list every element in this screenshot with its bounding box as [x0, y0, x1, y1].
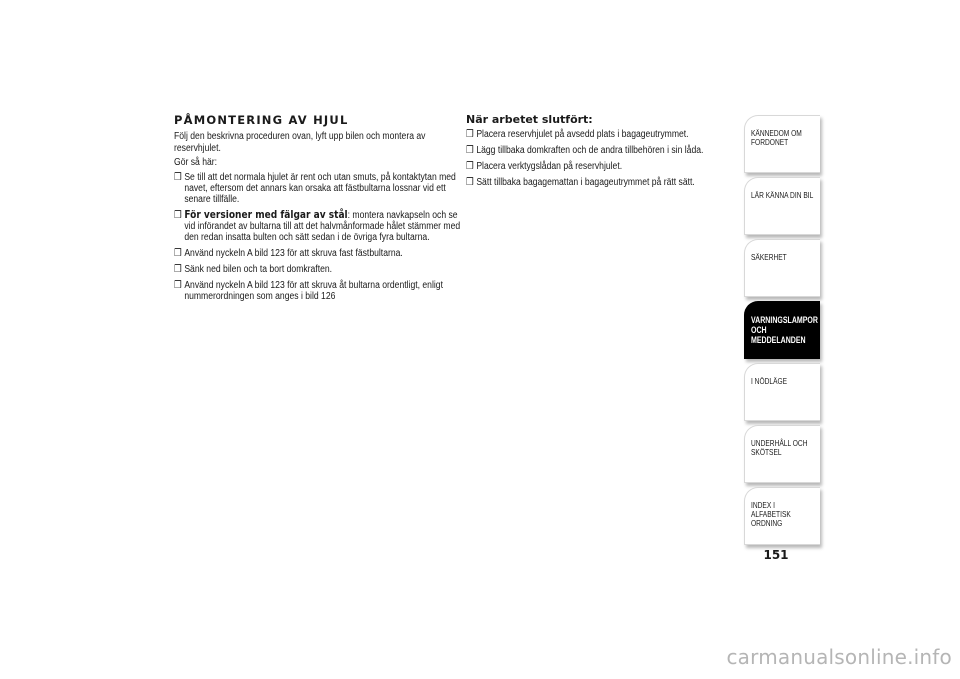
tab-label: SÄKERHET: [751, 252, 787, 262]
tab-label: KÄNNEDOM OM FORDONET: [751, 128, 802, 147]
watermark: carmanualsonline.info: [726, 645, 952, 669]
right-column: [466, 113, 728, 193]
intro-paragraph: Följ den beskrivna proceduren ovan, lyft upp bilen och montera av reservhjulet.: [174, 131, 426, 154]
subsection-heading: När arbetet slutfört:: [466, 113, 593, 126]
list-item: ❒ Se till att det normala hjulet är rent och utan smuts, på kontaktytan med navet, eftersom det annars kan orsaka att fästbultarna lossnar vid ett senare tillfälle.: [174, 171, 456, 205]
steps-list: [174, 171, 461, 302]
tab-lar-kanna-din-bil[interactable]: [744, 177, 820, 235]
left-column: [174, 113, 461, 307]
tab-i-nodlage[interactable]: [744, 363, 820, 421]
tab-label: UNDERHÅLL OCH SKÖTSEL: [751, 438, 808, 457]
tab-varningslampor-active[interactable]: [744, 301, 820, 359]
chapter-tabs: [744, 115, 820, 549]
checkbox-bullet-icon: ❒: [466, 145, 474, 156]
list-item: ❒ Placera verktygslådan på reservhjulet.: [466, 161, 623, 172]
tab-label: INDEX I ALFABETISK ORDNING: [751, 500, 791, 528]
list-item: ❒ Placera reservhjulet på avsedd plats i bagageutrymmet.: [466, 129, 689, 140]
tab-index[interactable]: [744, 487, 820, 545]
prompt-text: Gör så här:: [174, 157, 218, 169]
page-number: 151: [763, 548, 789, 562]
tab-label: LÄR KÄNNA DIN BIL: [751, 190, 814, 200]
checkbox-bullet-icon: ❒: [174, 279, 182, 291]
checkbox-bullet-icon: ❒: [466, 129, 474, 140]
tab-kannedom-om-fordonet[interactable]: [744, 115, 820, 173]
tab-sakerhet[interactable]: [744, 239, 820, 297]
list-item: ❒ Sänk ned bilen och ta bort domkraften.: [174, 263, 333, 275]
section-heading: PÅMONTERING AV HJUL: [174, 113, 349, 127]
list-item: ❒ Lägg tillbaka domkraften och de andra tillbehören i sin låda.: [466, 145, 704, 156]
item-lead: För versioner med fälgar av stål: [184, 208, 348, 221]
checkbox-bullet-icon: ❒: [174, 171, 182, 183]
checkbox-bullet-icon: ❒: [174, 263, 182, 275]
list-item: ❒ Använd nyckeln A bild 123 för att skruva fast fästbultarna.: [174, 247, 403, 259]
list-item: ❒ För versioner med fälgar av stål: montera navkapseln och se vid införandet av bultarna till att det halvmånformade hålet stämmer med den redan insatta bulten och sätt sedan i de övriga fyra bultarna.: [174, 208, 461, 243]
list-item: ❒ Använd nyckeln A bild 123 för att skruva åt bultarna ordentligt, enligt nummerordningen som anges i bild 126: [174, 279, 443, 302]
checkbox-bullet-icon: ❒: [174, 247, 182, 259]
tab-label: I NÖDLÄGE: [751, 376, 788, 386]
checkbox-bullet-icon: ❒: [466, 177, 474, 188]
checkbox-bullet-icon: ❒: [174, 209, 182, 221]
checkbox-bullet-icon: ❒: [466, 161, 474, 172]
tab-underhall-och-skotsel[interactable]: [744, 425, 820, 483]
tab-label: VARNINGSLAMPOR OCH MEDDELANDEN: [751, 315, 818, 345]
final-steps-list: [466, 129, 728, 188]
list-item: ❒ Sätt tillbaka bagagemattan i bagageutrymmet på rätt sätt.: [466, 177, 695, 188]
